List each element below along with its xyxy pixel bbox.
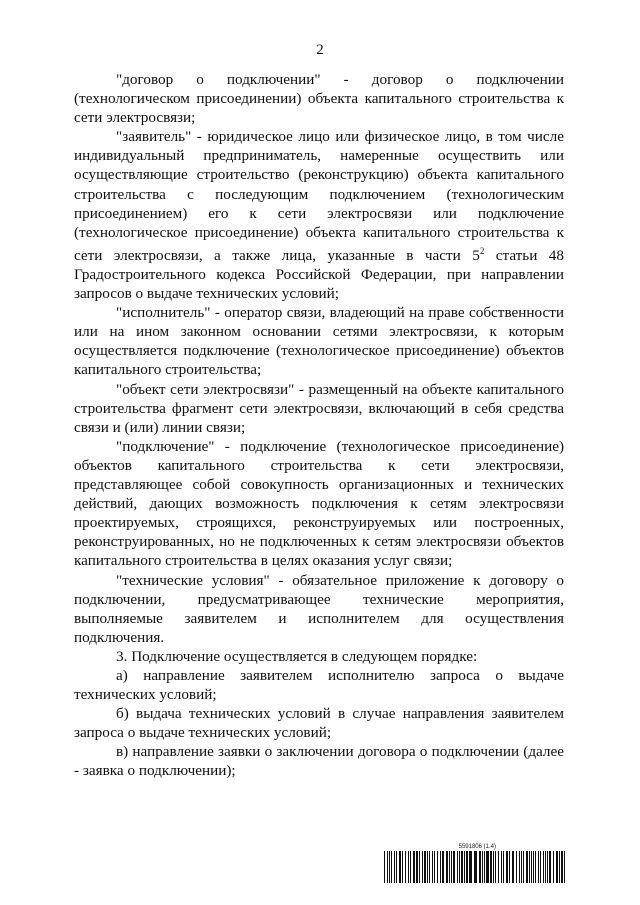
- barcode-label: 5591806 (1.4): [458, 844, 496, 850]
- clause-3-heading: 3. Подключение осуществляется в следующем порядке:: [116, 647, 478, 665]
- definition-connection: "подключение" - подключение (технологическое присоединение) объектов капитального строительства к сети электросвязи, представляющее собой совокупность организационных и технических действий, дающих возможность подключения к сетям электросвязи проектируемых, строящихся, реконструируемых или построенных, реконструированных, но не подключенных к сетям электросвязи объектов капитального строительства в целях оказания услуг связи;: [74, 437, 564, 570]
- applicant-superscript: 2: [479, 245, 485, 256]
- applicant-text-tail: статьи 48 Градостроительного кодекса Российской Федерации, при направлении запросов о выдаче технических условий;: [74, 246, 564, 303]
- clause-3-item-c: в) направление заявки о заключении договора о подключении (далее - заявка о подключении);: [74, 743, 564, 780]
- definition-network-object: "объект сети электросвязи" - размещенный на объекте капитального строительства фрагмент сети электросвязи, включающий в себя средства связи и (или) линии связи;: [74, 380, 564, 436]
- clause-3-item-b: б) выдача технических условий в случае направления заявителем запроса о выдаче технических условий;: [74, 705, 564, 742]
- document-body: [74, 70, 564, 781]
- document-barcode: [384, 844, 568, 883]
- definition-technical-conditions: "технические условия" - обязательное приложение к договору о подключении, предусматривающее технические мероприятия, выполняемые заявителем и исполнителем для осуществления подключения.: [74, 571, 564, 646]
- page-number: 2: [316, 42, 324, 58]
- definition-applicant: [74, 127, 564, 303]
- clause-3-item-a: а) направление заявителем исполнителю запроса о выдаче технических условий;: [74, 666, 564, 704]
- definition-executor: "исполнитель" - оператор связи, владеющий на праве собственности или на ином законном основании сетями электросвязи, к которым осуществляется подключение (технологическое присоединение) объектов капитального строительства;: [74, 304, 564, 379]
- definition-contract: "договор о подключении" - договор о подключении (технологическом присоединении) объекта капитального строительства к сети электросвязи;: [74, 71, 564, 127]
- applicant-text: "заявитель" - юридическое лицо или физическое лицо, в том числе индивидуальный предприниматель, намеренные осуществить или осуществляющие строительство (реконструкцию) объекта капитального строительства с последующим подключением (технологическим присоединением) его к сети электросвязи или подключение (технологическое присоединение) объекта капитального строительства к сети электросвязи, а также лица, указанные в части 5: [74, 128, 564, 264]
- barcode-icon: [384, 851, 568, 883]
